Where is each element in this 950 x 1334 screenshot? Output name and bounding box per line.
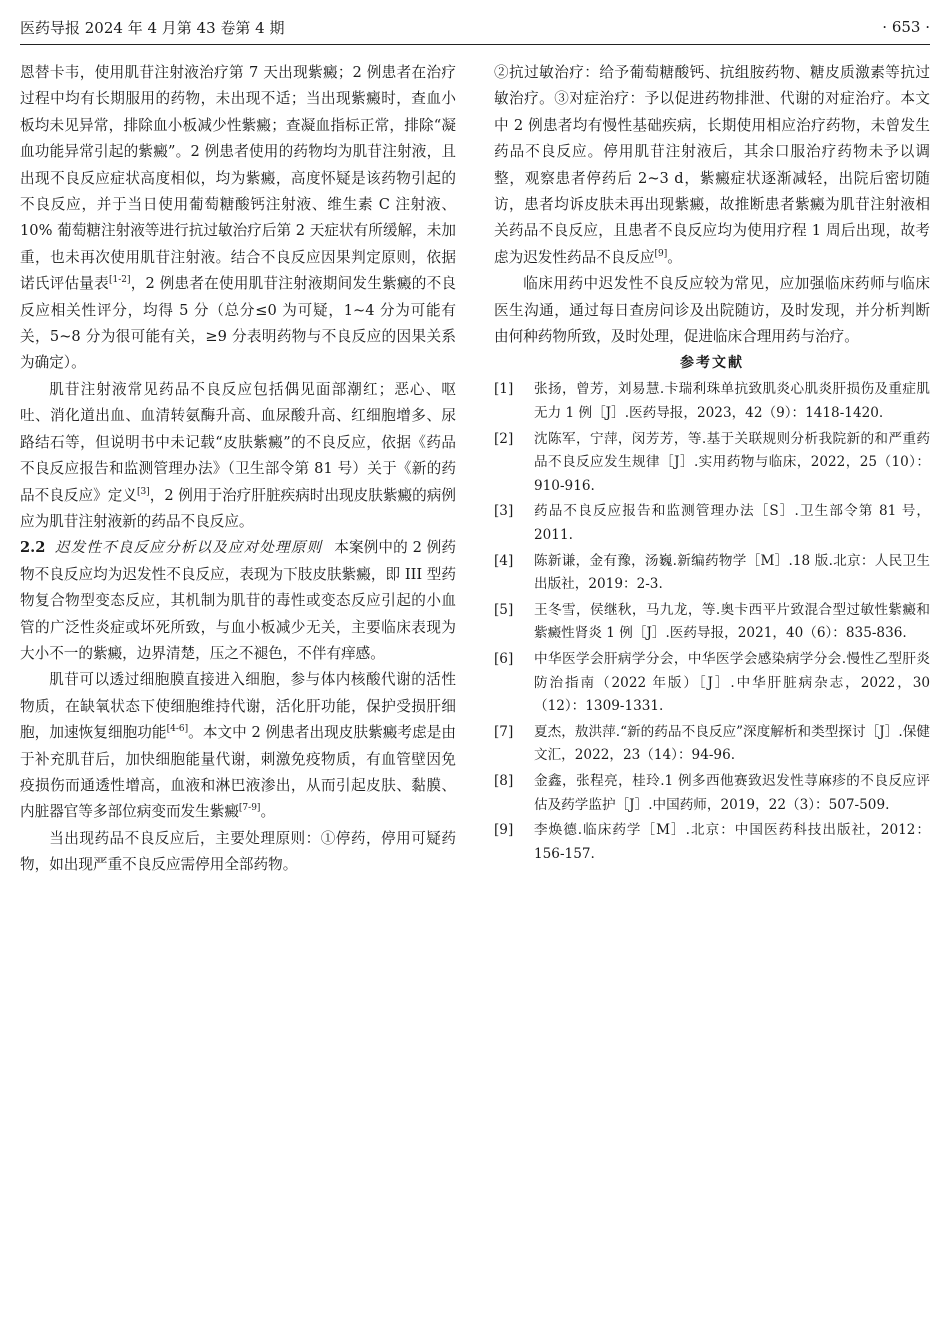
reference-text: 中华医学会肝病学分会，中华医学会感染病学分会.慢性乙型肝炎防治指南（2022 年版）［J］.中华肝脏病杂志，2022，30（12）：1309-1331. — [534, 651, 930, 715]
citation: [4-6] — [166, 724, 189, 735]
paragraph — [20, 667, 456, 825]
reference-number: [7] — [494, 723, 514, 740]
header-divider — [20, 44, 930, 45]
reference-item — [494, 599, 930, 646]
references-heading: 参考文献 — [680, 355, 744, 372]
paragraph: 当出现药品不良反应后，主要处理原则：①停药，停用可疑药物，如出现严重不良反应需停用全部药物。 — [20, 829, 456, 874]
section-body: 本案例中的 2 例药物不良反应均为迟发性不良反应，表现为下肢皮肤紫癜，即 III 型药物复合物型变态反应，其机制为肌苷的毒性或变态反应引起的小血管的广泛性炎症或坏死所致，与血小板减少无关，主要临床表现为大小不一的紫癜，边界清楚，压之不褪色，不伴有痒感。 — [20, 539, 456, 662]
paragraph-text: ，2 例患者在使用肌苷注射液期间发生紫癜的不良反应相关性评分，均得 5 分（总分≤0 为可疑，1~4 分为可能有关，5~8 分为很可能有关，≥9 分表明药物与不良反应的因果关系为确定）。 — [20, 275, 456, 372]
paragraph-text: ②抗过敏治疗：给予葡萄糖酸钙、抗组胺药物、糖皮质激素等抗过敏治疗。③对症治疗：予以促进药物排泄、代谢的对症治疗。本文中 2 例患者均有慢性基础疾病，长期使用相应治疗药物，未曾发生药品不良反应。停用肌苷注射液后，其余口服治疗药物未予以调整，观察患者停药后 2~3 d，紫癜症状逐渐减轻，出院后密切随访，患者均诉皮肤未再出现紫癜，故推断患者紫癜为肌苷注射液相关药品不良反应，且患者不良反应均为使用疗程 1 周后出现，故考虑为迟发性药品不良反应 — [494, 64, 930, 266]
section-title: 迟发性不良反应分析以及应对处理原则 — [54, 539, 323, 557]
section-2-2 — [20, 535, 456, 667]
reference-number: [6] — [494, 651, 514, 667]
paragraph: 临床用药中迟发性不良反应较为常见，应加强临床药师与临床医生沟通，通过每日查房问诊及出院随访，及时发现，并分析判断由何种药物所致，及时处理，促进临床合理用药与治疗。 — [494, 275, 930, 346]
reference-text: 王冬雪，侯继秋，马九龙，等.奥卡西平片致混合型过敏性紫癜和紫癜性肾炎 1 例［J］.医药导报，2021，40（6）：835-836. — [534, 601, 930, 642]
page-number: · 653 · — [882, 18, 930, 36]
reference-number: [5] — [494, 601, 514, 618]
paragraph-text: ，2 例用于治疗肝脏疾病时出现皮肤紫癜的病例应为肌苷注射液新的药品不良反应。 — [20, 486, 456, 530]
reference-number: [3] — [494, 503, 514, 520]
paragraph-text: 恩替卡韦，使用肌苷注射液治疗第 7 天出现紫癜；2 例患者在治疗过程中均有长期服用的药物，未出现不适；当出现紫癜时，查血小板均未见异常，排除血小板减少性紫癜；查凝血指标正常，排除“凝血功能异常引起的紫癜”。2 例患者使用的药物均为肌苷注射液，且出现不良反应症状高度相似，均为紫癜，高度怀疑是该药物引起的不良反应，并于当日使用葡萄糖酸钙注射液、维生素 C 注射液、10% 葡萄糖注射液等进行抗过敏治疗后第 2 天症状有所缓解，未加重，也未再次使用肌苷注射液。结合不良反应因果判定原则，依据诺氏评估量表 — [20, 64, 456, 293]
citation: [9] — [654, 248, 668, 259]
reference-item — [494, 500, 930, 547]
reference-number: [9] — [494, 822, 514, 839]
paragraph-text: 。本文中 2 例患者出现皮肤紫癜考虑是由于补充肌苷后，加快细胞能量代谢，刺激免疫物质，有血管壁因免疫损伤而通透性增高，血液和淋巴液渗出，从而引起皮肤、黏膜、内脏器官等多部位病变而发生紫癜 — [20, 724, 456, 821]
citation: [1-2] — [108, 275, 131, 286]
reference-item — [494, 770, 930, 817]
reference-text: 夏杰，敖洪萍.“新的药品不良反应”深度解析和类型探讨［J］.保健文汇，2022，23（14）：94-96. — [534, 723, 930, 764]
reference-item — [494, 428, 930, 499]
right-column — [494, 60, 930, 868]
citation: [3] — [136, 486, 150, 497]
references-list — [494, 378, 930, 866]
paragraph-text: 肌苷注射液常见药品不良反应包括偶见面部潮红；恶心、呕吐、消化道出血、血清转氨酶升高、血尿酸升高、红细胞增多、尿路结石等，但说明书中未记载“皮肤紫癜”的不良反应，依据《药品不良反应报告和监测管理办法》（卫生部令第 81 号）关于《新的药品不良反应》定义 — [20, 380, 456, 504]
paragraph-text: 。 — [260, 803, 276, 821]
left-column — [20, 60, 456, 879]
reference-text: 金鑫，张程亮，桂玲.1 例多西他赛致迟发性荨麻疹的不良反应评估及药学监护［J］.中国药师，2019，22（3）：507-509. — [534, 772, 930, 813]
reference-number: [2] — [494, 430, 514, 447]
reference-item — [494, 378, 930, 425]
paragraph — [494, 60, 930, 271]
citation: [7-9] — [238, 803, 261, 814]
section-number: 2.2 — [20, 539, 46, 557]
reference-item — [494, 721, 930, 768]
reference-number: [8] — [494, 772, 514, 789]
paragraph — [20, 377, 456, 535]
paragraph-text: 肌苷可以透过细胞膜直接进入细胞，参与体内核酸代谢的活性物质，在缺氧状态下使细胞维持代谢，活化肝功能，保护受损肝细胞，加速恢复细胞功能 — [20, 671, 456, 742]
journal-title: 医药导报 2024 年 4 月第 43 卷第 4 期 — [20, 18, 285, 37]
reference-item — [494, 550, 930, 597]
reference-number: [4] — [494, 552, 514, 569]
reference-number: [1] — [494, 381, 514, 398]
page-header — [20, 14, 930, 40]
reference-text: 沈陈军，宁萍，闵芳芳，等.基于关联规则分析我院新的和严重药品不良反应发生规律［J］.实用药物与临床，2022，25（10）：910-916. — [534, 430, 930, 494]
paragraph — [20, 60, 456, 377]
reference-text: 药品不良反应报告和监测管理办法［S］.卫生部令第 81 号，2011. — [534, 503, 930, 544]
reference-text: 陈新谦，金有豫，汤巍.新编药物学［M］.18 版.北京：人民卫生出版社，2019：2-3. — [534, 552, 930, 593]
reference-text: 张扬，曾芳，刘易慧.卡瑞利珠单抗致肌炎心肌炎肝损伤及重症肌无力 1 例［J］.医药导报，2023，42（9）：1418-1420. — [534, 381, 930, 422]
reference-text: 李焕德.临床药学［M］.北京：中国医药科技出版社，2012：156-157. — [534, 822, 930, 862]
reference-item — [494, 819, 930, 866]
reference-item — [494, 648, 930, 719]
paragraph-text: 。 — [667, 248, 682, 266]
